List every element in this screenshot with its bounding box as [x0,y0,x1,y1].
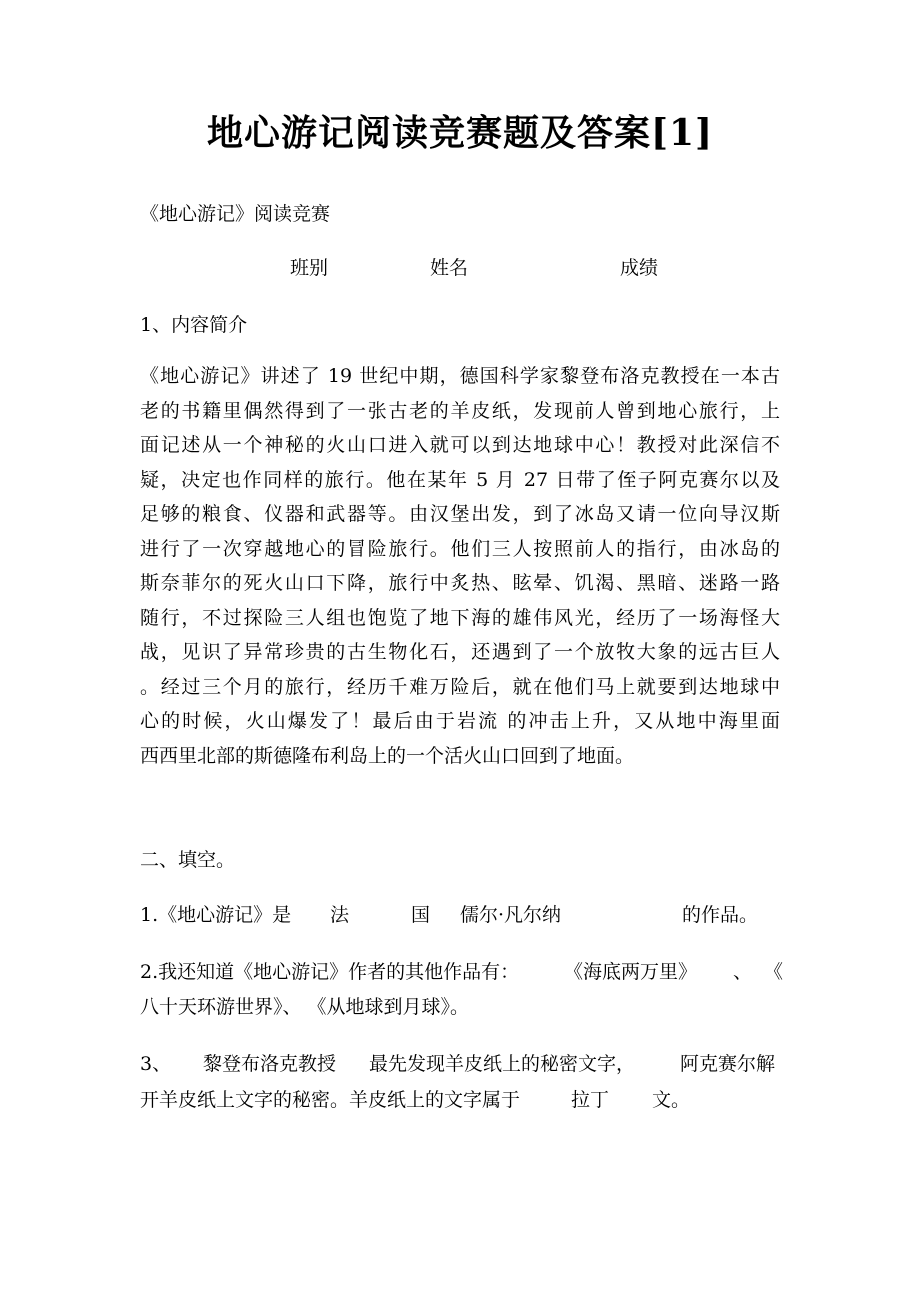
section1-heading: 1、内容简介 [140,314,248,336]
score-label: 成绩 [620,257,659,279]
q3-number: 3、 [140,1053,172,1075]
q1-answer-author: 儒尔·凡尔纳 [460,904,562,926]
paragraph-line: 面记述从一个神秘的火山口进入就可以到达地球中心！教授对此深信不 [140,434,780,456]
q2-line2: 八十天环游世界》、 《从地球到月球》。 [140,996,470,1018]
intro-paragraph [140,359,780,773]
paragraph-line: 斯奈菲尔的死火山口下降，旅行中炙热、眩晕、饥渴、黑暗、迷路一路 [140,572,780,594]
q3-line2-prefix: 开羊皮纸上文字的秘密。羊皮纸上的文字属于 [140,1089,521,1111]
name-label: 姓名 [430,257,469,279]
class-label: 班别 [290,257,329,279]
q1-answer-country-2: 国 [411,904,431,926]
q3-answer-1: 黎登布洛克教授 [203,1053,337,1075]
q2-answer-1: 《海底两万里》 [564,961,698,983]
q3-answer-2: 阿克赛尔解 [680,1053,776,1075]
paragraph-line: 战，见识了异常珍贵的古生物化石，还遇到了一个放牧大象的远古巨人 [140,641,780,663]
paragraph-line: 随行，不过探险三人组也饱览了地下海的雄伟风光，经历了一场海怪大 [140,606,780,629]
paragraph-line: 老的书籍里偶然得到了一张古老的羊皮纸，发现前人曾到地心旅行，上 [140,399,780,422]
q1-suffix: 的作品。 [682,904,759,926]
section2-heading: 二、填空。 [140,849,236,871]
q1-prefix: 1.《地心游记》是 [140,904,292,926]
q3-answer-3: 拉丁 [571,1089,610,1111]
paragraph-line: 《地心游记》讲述了 19 世纪中期，德国科学家黎登布洛克教授在一本古 [140,365,780,387]
paragraph-line: 疑，决定也作同样的旅行。他在某年 5 月 27 日带了侄子阿克赛尔以及 [140,468,780,491]
paragraph-line: 进行了一次穿越地心的冒险旅行。他们三人按照前人的指行，由冰岛的 [140,537,780,560]
paragraph-line: 西西里北部的斯德隆布利岛上的一个活火山口回到了地面。 [140,744,635,767]
q3-line2-suffix: 文。 [652,1089,691,1111]
q2-line1-end: 《 [764,961,784,983]
paragraph-line: 足够的粮食、仪器和武器等。由汉堡出发，到了冰岛又请一位向导汉斯 [140,503,780,525]
subtitle: 《地心游记》阅读竞赛 [140,203,331,225]
paragraph-line: 心的时候，火山爆发了！最后由于岩流 的冲击上升，又从地中海里面 [140,710,780,732]
q3-text-1: 最先发现羊皮纸上的秘密文字， [369,1053,636,1075]
paragraph-line: 。经过三个月的旅行，经历千难万险后，就在他们马上就要到达地球中 [140,675,780,698]
q1-answer-country-1: 法 [330,904,350,926]
q2-separator: 、 [733,961,753,983]
q2-prefix: 2.我还知道《地心游记》作者的其他作品有： [140,961,520,983]
page-title: 地心游记阅读竞赛题及答案[1] [206,112,714,154]
